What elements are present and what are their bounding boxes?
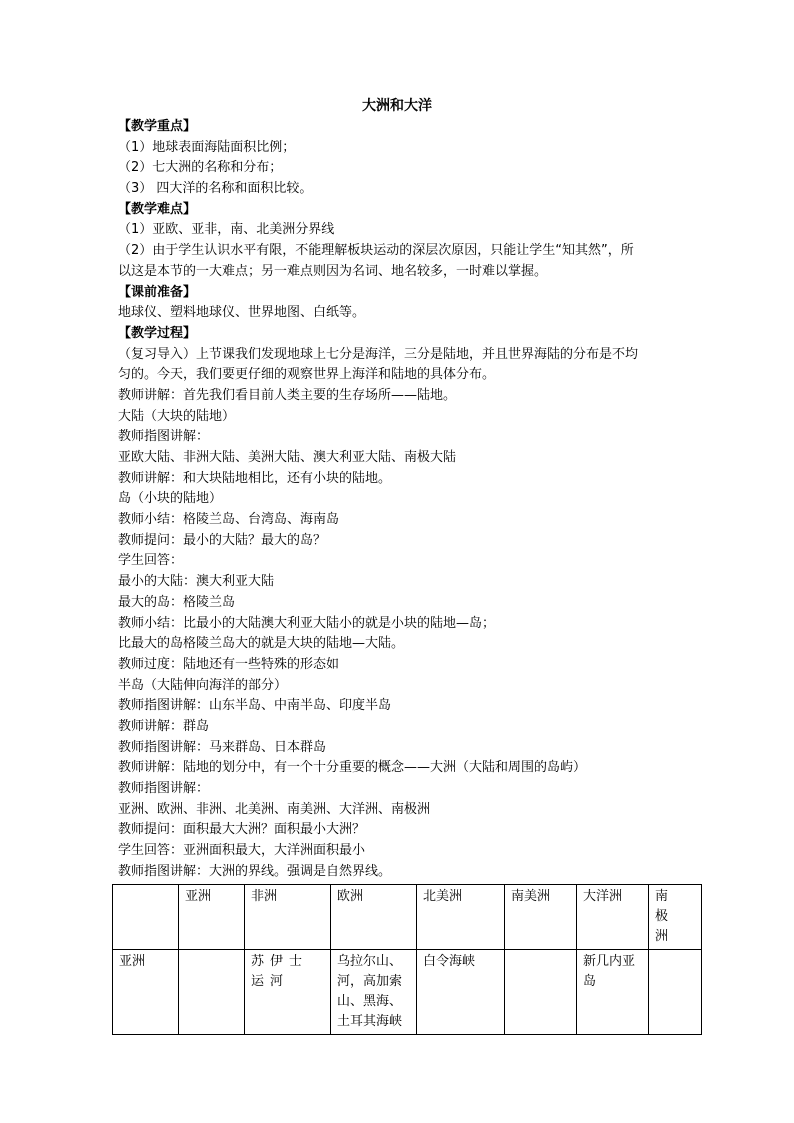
- section-heading: 【教学过程】: [118, 325, 197, 341]
- text-line: （2）七大洲的名称和分布；: [118, 160, 283, 176]
- text-line: 地球仪、塑料地球仪、世界地图、白纸等。: [118, 305, 366, 321]
- text-line: 教师指图讲解：: [118, 429, 210, 445]
- text-line: 教师指图讲解：马来群岛、日本群岛: [118, 739, 327, 755]
- table-header-cell: 大洋洲: [577, 885, 649, 950]
- table-header-cell: 北美洲: [417, 885, 505, 950]
- table-cell: [649, 950, 702, 1035]
- text-line: 教师小结：比最小的大陆澳大利亚大陆小的就是小块的陆地—岛；: [118, 615, 496, 631]
- text-line: 教师讲解：首先我们看目前人类主要的生存场所——陆地。: [118, 387, 457, 403]
- document-title: 大洲和大洋: [362, 98, 432, 114]
- section-heading: 【教学重点】: [118, 119, 197, 134]
- table-cell: 乌拉尔山、河，高加索山、黑海、土耳其海峡: [331, 950, 417, 1035]
- text-line: 教师过度：陆地还有一些特殊的形态如: [118, 656, 340, 672]
- text-line: 半岛（大陆伸向海洋的部分）: [118, 677, 288, 693]
- section-heading: 【课前准备】: [118, 284, 197, 300]
- text-line: 亚欧大陆、非洲大陆、美洲大陆、澳大利亚大陆、南极大陆: [118, 450, 457, 465]
- text-line: 教师提问：最小的大陆？最大的岛？: [118, 532, 327, 548]
- text-line: 教师小结：格陵兰岛、台湾岛、海南岛: [118, 512, 340, 528]
- text-line: 比最大的岛格陵兰岛大的就是大块的陆地—大陆。: [118, 636, 405, 652]
- text-line: 教师指图讲解：: [118, 781, 210, 796]
- text-line: 教师讲解：群岛: [118, 718, 210, 734]
- text-line: 最大的岛：格陵兰岛: [118, 594, 236, 610]
- table-header-cell: 欧洲: [331, 885, 417, 950]
- text-line: 大陆（大块的陆地）: [118, 408, 236, 424]
- table-cell: 亚洲: [113, 950, 179, 1035]
- continent-boundary-table: [112, 884, 702, 1035]
- text-line: （1）地球表面海陆面积比例；: [118, 139, 296, 155]
- text-line: 以这是本节的一大难点；另一难点则因为名词、地名较多，一时难以掌握。: [118, 263, 548, 279]
- table-cell: 苏伊士运河: [245, 950, 331, 1035]
- text-line: 岛（小块的陆地）: [118, 491, 223, 507]
- lesson-body: [118, 117, 698, 882]
- text-line: （2）由于学生认识水平有限，不能理解板块运动的深层次原因，只能让学生“知其然”，所: [118, 243, 634, 259]
- table-cell: 新几内亚岛: [577, 950, 649, 1035]
- table-cell: [179, 950, 245, 1035]
- text-line: （复习导入）上节课我们发现地球上七分是海洋，三分是陆地，并且世界海陆的分布是不均: [118, 346, 639, 362]
- text-line: 最小的大陆：澳大利亚大陆: [118, 574, 275, 590]
- table-row: [113, 950, 702, 1035]
- text-line: 亚洲、欧洲、非洲、北美洲、南美洲、大洋洲、南极洲: [118, 801, 431, 817]
- text-line: 教师提问：面积最大大洲？面积最小大洲？: [118, 822, 366, 838]
- text-line: 教师讲解：陆地的划分中，有一个十分重要的概念——大洲（大陆和周围的岛屿）: [118, 760, 587, 776]
- text-line: 教师指图讲解：山东半岛、中南半岛、印度半岛: [118, 698, 392, 714]
- text-line: （3） 四大洋的名称和面积比较。: [118, 181, 313, 197]
- text-line: 匀的。今天，我们要更仔细的观察世界上海洋和陆地的具体分布。: [118, 367, 496, 383]
- section-heading: 【教学难点】: [118, 201, 197, 217]
- table-cell: [505, 950, 577, 1035]
- table-cell: 白令海峡: [417, 950, 505, 1035]
- table-header-cell: 非洲: [245, 885, 331, 950]
- text-line: 学生回答：: [118, 553, 184, 569]
- table-header-cell: 南美洲: [505, 885, 577, 950]
- table-header-row: [113, 885, 702, 950]
- text-line: 学生回答：亚洲面积最大，大洋洲面积最小: [118, 843, 366, 859]
- text-line: 教师指图讲解：大洲的界线。强调是自然界线。: [118, 863, 392, 879]
- table-header-cell: 亚洲: [179, 885, 245, 950]
- text-line: 教师讲解：和大块陆地相比，还有小块的陆地。: [118, 470, 392, 486]
- table-header-cell: 南极洲: [649, 885, 702, 950]
- text-line: （1）亚欧、亚非，南、北美洲分界线: [118, 222, 335, 238]
- table-header-cell: [113, 885, 179, 950]
